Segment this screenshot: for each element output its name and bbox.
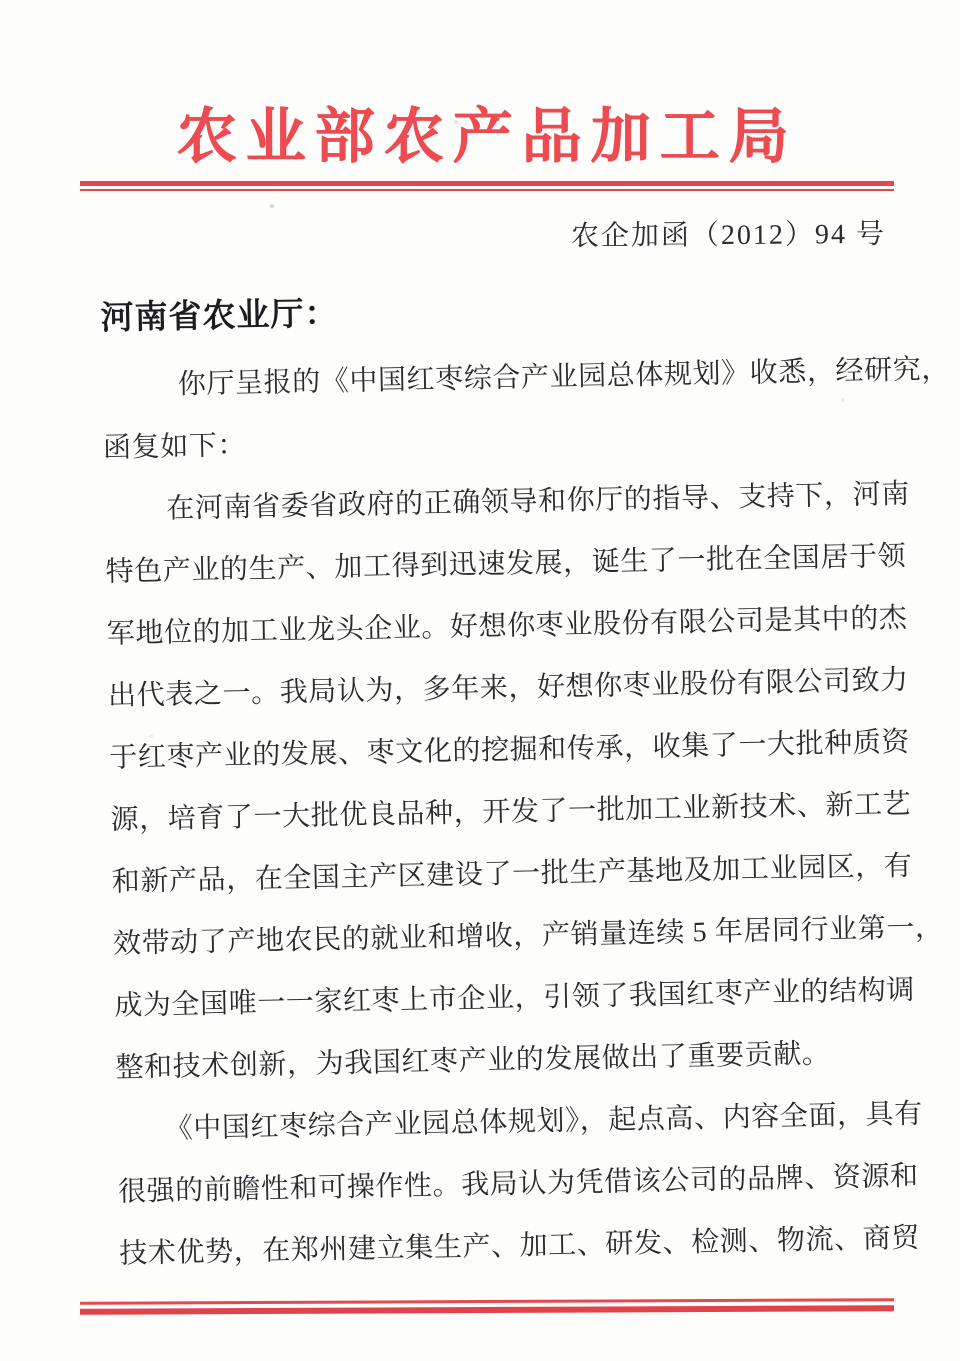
letter-line: 出代表之一。我局认为，多年来，好想你枣业股份有限公司致力 <box>107 664 910 712</box>
footer-rule-thick <box>80 1305 894 1315</box>
addressee: 河南省农业厅： <box>100 296 339 337</box>
footer-rule-thin <box>80 1298 894 1305</box>
letter-line: 技术优势，在郑州建立集生产、加工、研发、检测、物流、商贸 <box>118 1222 921 1270</box>
letter-line: 在河南省委省政府的正确领导和你厅的指导、支持下，河南 <box>166 478 911 525</box>
letter-line: 特色产业的生产、加工得到迅速发展，诞生了一批在全国居于领 <box>105 540 907 588</box>
letterhead-rule-thick <box>80 181 894 186</box>
letter-line: 效带动了产地农民的就业和增收，产销量连续 5 年居同行业第一， <box>112 912 944 960</box>
letter-body <box>100 278 951 1286</box>
letter-line: 很强的前瞻性和可操作性。我局认为凭借该公司的品牌、资源和 <box>117 1160 919 1208</box>
letterhead-rule-thin <box>80 189 894 191</box>
letter-line: 《中国红枣综合产业园总体规划》，起点高、内容全面，具有 <box>164 1098 924 1145</box>
letter-line: 成为全国唯一一家红枣上市企业，引领了我国红枣产业的结构调 <box>113 974 916 1022</box>
letterhead-title: 农业部农产品加工局 <box>176 104 798 170</box>
document-number: 农企加函（2012）94 号 <box>570 218 887 253</box>
letter-line: 函复如下： <box>102 430 247 464</box>
letter-line: 整和技术创新，为我国红枣产业的发展做出了重要贡献。 <box>115 1038 831 1084</box>
letter-line: 于红枣产业的发展、枣文化的挖掘和传承，收集了一大批种质资 <box>109 726 911 774</box>
letter-line: 你厅呈报的《中国红枣综合产业园总体规划》收悉，经研究， <box>177 353 951 401</box>
letter-line: 军地位的加工业龙头企业。好想你枣业股份有限公司是其中的杰 <box>106 602 908 650</box>
scan-speckles <box>0 0 2 2</box>
letter-line: 源，培育了一大批优良品种，开发了一批加工业新技术、新工艺 <box>110 788 912 836</box>
letter-paragraphs <box>101 340 951 1286</box>
letter-line: 和新产品，在全国主产区建设了一批生产基地及加工业园区，有 <box>111 850 913 898</box>
